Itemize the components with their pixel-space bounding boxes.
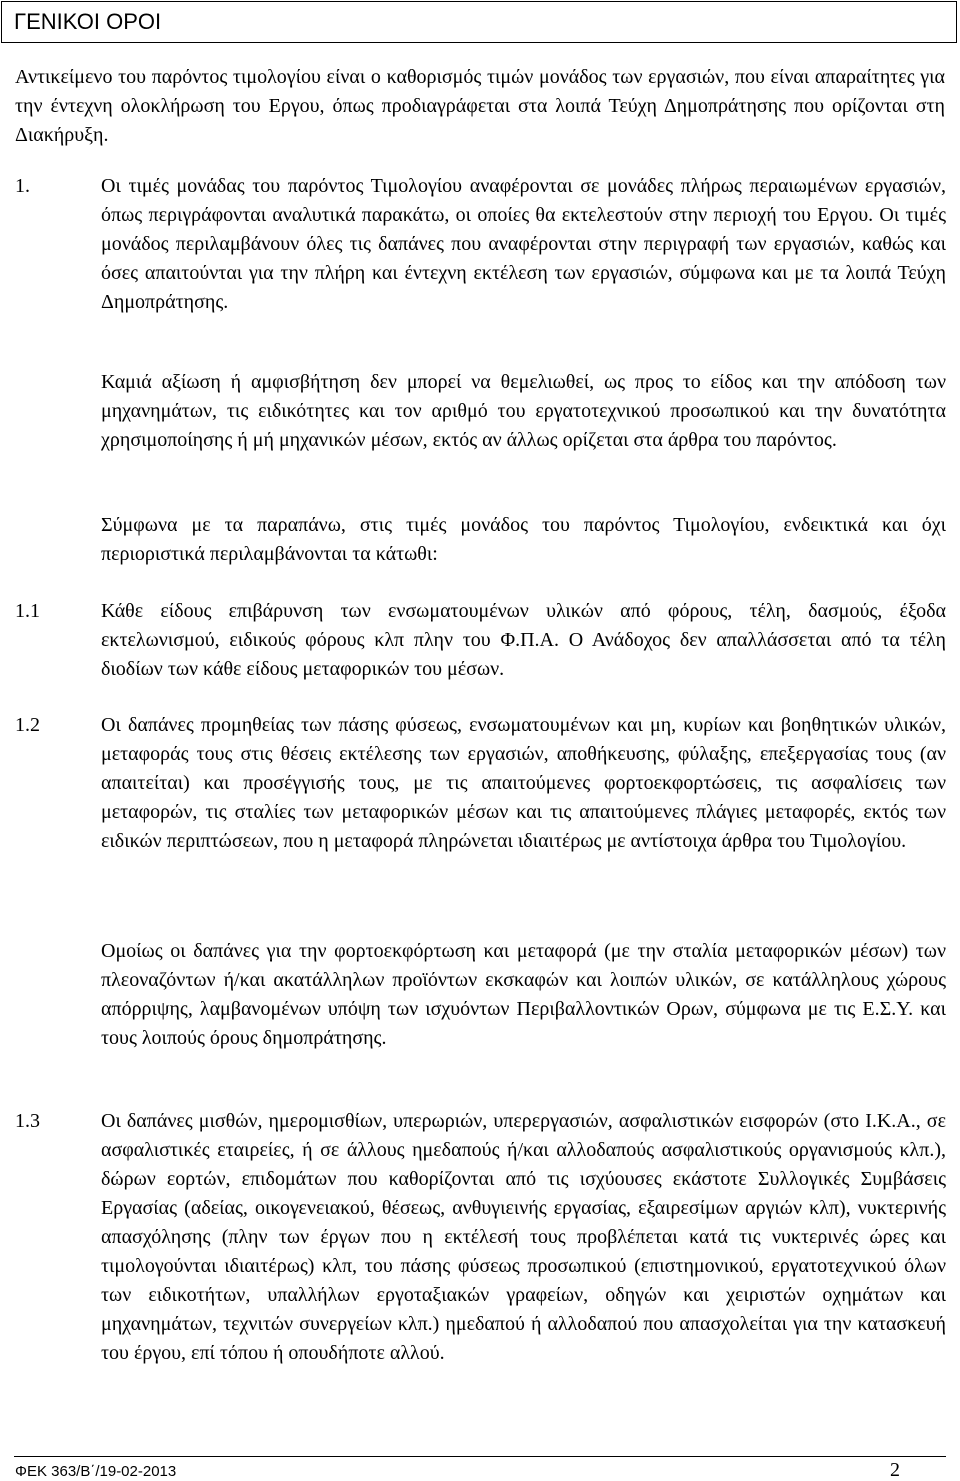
item-1-1-text: Κάθε είδους επιβάρυνση των ενσωματουμένων υλικών από φόρους, τέλη, δασμούς, έξοδα εκτελωνισμού, ειδικούς φόρους κλπ πλην του Φ.Π.Α. Ο Ανάδοχος δεν απαλλάσσεται από τα τέλη διοδίων των κάθε είδους μεταφορικών του μέσων. — [101, 600, 946, 680]
item-1-text: Οι τιμές μονάδας του παρόντος Τιμολογίου αναφέρονται σε μονάδες πλήρως περαιωμένων εργασιών, όπως περιγράφονται αναλυτικά παρακάτω, οι οποίες θα εκτελεστούν στην περιοχή του Εργου. Οι τιμές μονάδος περιλαμβάνουν όλες τις δαπάνες που αναφέρονται στην περιγραφή των εργασιών, καθώς και όσες απαιτούνται για την πλήρη και έντεχνη εκτέλεση των εργασιών, σύμφωνα και με τα λοιπά Τεύχη Δημοπράτησης. — [101, 175, 946, 313]
accordingly-paragraph: Σύμφωνα με τα παραπάνω, στις τιμές μονάδος του παρόντος Τιμολογίου, ενδεικτικά και όχι περιοριστικά περιλαμβάνονται τα κάτωθι: — [101, 514, 946, 565]
intro-paragraph: Αντικείμενο του παρόντος τιμολογίου είναι ο καθορισμός τιμών μονάδος των εργασιών, που είναι απαραίτητες για την έντεχνη ολοκλήρωση του Εργου, όπως προδιαγράφεται στα λοιπά Τεύχη Δημοπράτησης που ορίζονται στη Διακήρυξη. — [15, 66, 945, 146]
footer-source: ΦΕΚ 363/Β΄/19-02-2013 — [15, 1463, 177, 1480]
page-number: 2 — [890, 1459, 900, 1481]
footer-divider — [14, 1456, 946, 1457]
item-1-1-number: 1.1 — [15, 600, 40, 622]
item-1-number: 1. — [15, 175, 30, 197]
item-1-2-followup: Ομοίως οι δαπάνες για την φορτοεκφόρτωση και μεταφορά (με την σταλία μεταφορικών μέσων) των πλεοναζόντων ή/και ακατάλληλων προϊόντων εκσκαφών και λοιπών υλικών, σε κατάλληλους χώρους απόρριψης, λαμβανομένων υπόψη των ισχυόντων Περιβαλλοντικών Ορων, σύμφωνα με τις Ε.Σ.Υ. και τους λοιπούς όρους δημοπράτησης. — [101, 940, 946, 1049]
item-1-2-text: Οι δαπάνες προμηθείας των πάσης φύσεως, ενσωματουμένων και μη, κυρίων και βοηθητικών υλικών, μεταφοράς τους στις θέσεις εκτέλεσης των εργασιών, αποθήκευσης, φύλαξης, επεξεργασίας τους (αν απαιτείται) και προσέγγισής τους, με τις απαιτούμενες φορτοεκφορτώσεις, τις ασφαλίσεις των μεταφορών, τις σταλίες των μεταφορικών μέσων και τις απαιτούμενες πλάγιες μεταφορές, εκτός των ειδικών περιπτώσεων, που η μεταφορά πληρώνεται ιδιαιτέρως με αντίστοιχα άρθρα του Τιμολογίου. — [101, 714, 946, 852]
item-1-3-text: Οι δαπάνες μισθών, ημερομισθίων, υπερωριών, υπερεργασιών, ασφαλιστικών εισφορών (στο Ι.Κ.Α., σε ασφαλιστικές εταιρείες, ή σε άλλους ημεδαπούς ή/και αλλοδαπούς ασφαλιστικούς οργανισμούς κλπ.), δώρων εορτών, επιδομάτων που καθορίζονται από τις ισχύουσες εκάστοτε Συλλογικές Συμβάσεις Εργασίας (αδείας, οικογενειακού, θέσεως, ανθυγιεινής εργασίας, εξαιρεσίμων αργιών κλπ), νυκτερινής απασχόλησης (πλην των έργων που η εκτέλεσή τους προβλέπεται κατά τις νυκτερινές ώρες και τιμολογούνται ιδιαιτέρως) κλπ, του πάσης φύσεως προσωπικού (επιστημονικού, εργατοτεχνικού όλων των ειδικοτήτων, υπαλλήλων εργοταξιακών γραφείων, οδηγών και χειριστών οχημάτων και μηχανημάτων, τεχνιτών συνεργείων κλπ.) ημεδαπού ή αλλοδαπού που απασχολείται για την κατασκευή του έργου, επί τόπου ή οπουδήποτε αλλού. — [101, 1110, 946, 1364]
item-1-3-number: 1.3 — [15, 1110, 40, 1132]
item-1-2-number: 1.2 — [15, 714, 40, 736]
title-box — [1, 1, 957, 43]
page-title: ΓΕΝΙΚΟΙ ΟΡΟΙ — [14, 9, 162, 34]
claim-paragraph: Καμιά αξίωση ή αμφισβήτηση δεν μπορεί να θεμελιωθεί, ως προς το είδος και την απόδοση των μηχανημάτων, τις ειδικότητες και τον αριθμό του εργατοτεχνικού προσωπικού και την δυνατότητα χρησιμοποίησης ή μή μηχανικών μέσων, εκτός αν άλλως ορίζεται στα άρθρα του παρόντος. — [101, 371, 946, 451]
